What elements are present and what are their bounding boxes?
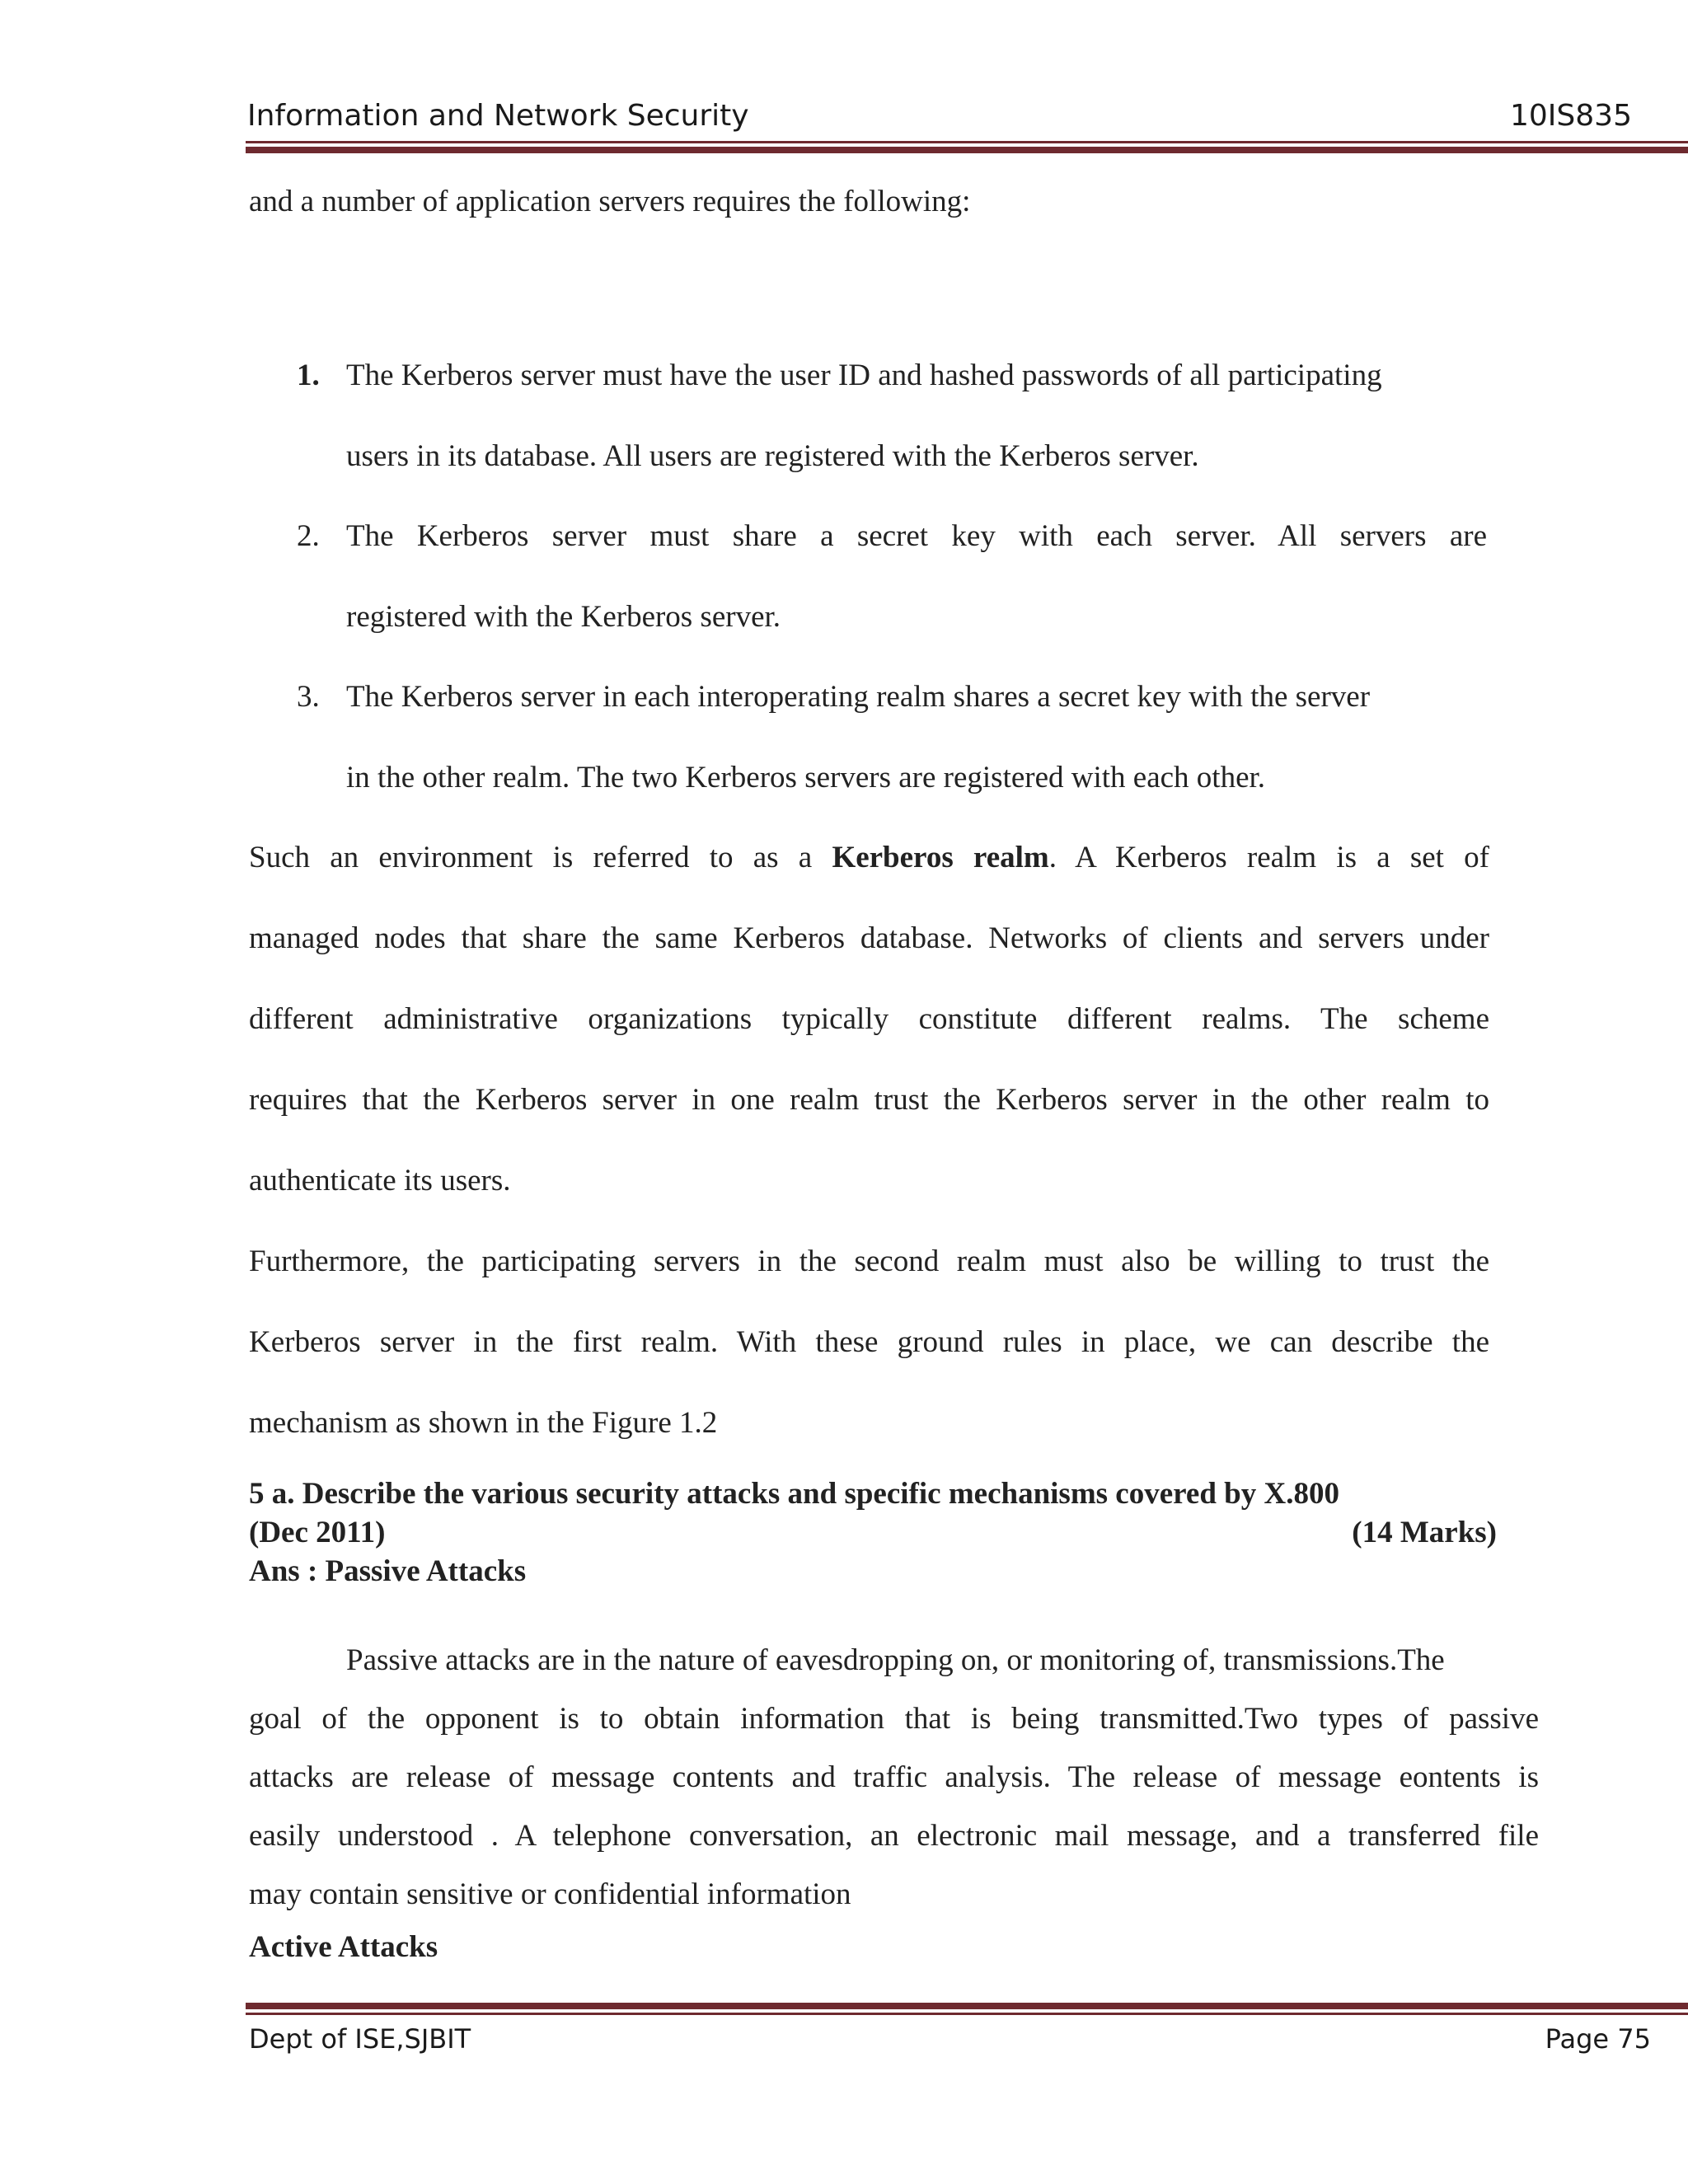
question-date: (Dec 2011) [249,1516,386,1549]
footer-page-number: Page 75 [1545,2023,1651,2055]
passive-paragraph-line1: Passive attacks are in the nature of eavesdropping on, or monitoring of, transmissions.The [346,1643,1445,1677]
question-marks: (14 Marks) [1352,1516,1497,1549]
passive-paragraph-line5: may contain sensitive or confidential information [249,1877,851,1911]
list-item-1-line2: users in its database. All users are registered with the Kerberos server. [346,439,1199,473]
realm-paragraph-line1: Such an environment is referred to as a Kerberos realm. A Kerberos realm is a set of [249,841,1489,874]
footer-rule-thick [246,2003,1688,2009]
list-item-2-line1: The Kerberos server must share a secret key with each server. All servers are [346,519,1487,553]
passive-paragraph-line2: goal of the opponent is to obtain information that is being transmitted.Two types of passive [249,1702,1539,1736]
active-attacks-heading: Active Attacks [249,1930,438,1964]
footer-rule-thin [246,2013,1688,2015]
realm-paragraph-line4: requires that the Kerberos server in one realm trust the Kerberos server in the other realm to [249,1083,1489,1117]
list-item-3-line2: in the other realm. The two Kerberos servers are registered with each other. [346,761,1266,794]
realm-paragraph-line3: different administrative organizations typically constitute different realms. The scheme [249,1002,1489,1036]
further-paragraph-line2: Kerberos server in the first realm. With these ground rules in place, we can describe the [249,1325,1489,1359]
passive-paragraph-line4: easily understood . A telephone conversation, an electronic mail message, and a transferred file [249,1819,1539,1853]
realm-paragraph-line5: authenticate its users. [249,1164,511,1197]
kerberos-realm-term: Kerberos realm [832,841,1049,874]
further-paragraph-line3: mechanism as shown in the Figure 1.2 [249,1406,718,1440]
realm-paragraph-line2: managed nodes that share the same Kerberos database. Networks of clients and servers under [249,921,1489,955]
intro-line: and a number of application servers requires the following: [249,185,971,218]
passive-paragraph-line3: attacks are release of message contents and traffic analysis. The release of message eontents is [249,1760,1539,1794]
list-number-1: 1. [297,359,320,392]
header-rule-thin [246,141,1688,143]
list-item-3-line1: The Kerberos server in each interoperating realm shares a secret key with the server [346,680,1371,714]
list-item-1-line1: The Kerberos server must have the user ID and hashed passwords of all participating [346,359,1382,392]
footer-dept: Dept of ISE,SJBIT [249,2023,471,2055]
header-title: Information and Network Security [247,99,749,133]
list-number-2: 2. [297,519,320,553]
answer-heading: Ans : Passive Attacks [249,1554,527,1588]
list-number-3: 3. [297,680,320,714]
header-course-code: 10IS835 [1510,99,1632,133]
question-line: 5 a. Describe the various security attacks and specific mechanisms covered by X.800 [249,1477,1339,1511]
header-rule-thick [246,147,1688,153]
list-item-2-line2: registered with the Kerberos server. [346,600,781,634]
further-paragraph-line1: Furthermore, the participating servers in the second realm must also be willing to trust the [249,1244,1489,1278]
